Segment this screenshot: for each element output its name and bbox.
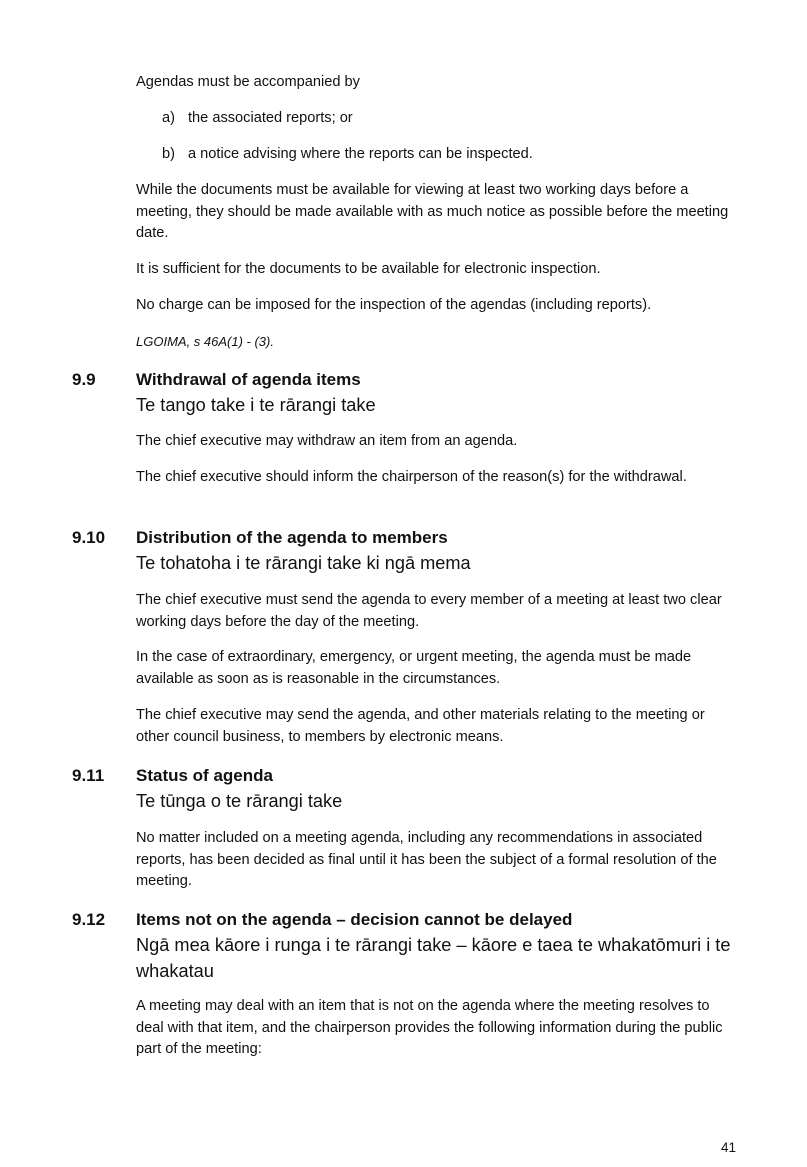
intro-paragraph: No charge can be imposed for the inspection of the agendas (including reports). — [136, 297, 652, 313]
section-number: 9.12 — [72, 910, 106, 929]
list-item — [162, 144, 722, 166]
section-paragraph: In the case of extraordinary, emergency, or urgent meeting, the agenda must be made available as soon as is reasonable in the circumstances. — [136, 649, 692, 687]
section-number: 9.11 — [72, 766, 105, 785]
list-marker: b) — [162, 146, 175, 162]
section-paragraph: The chief executive should inform the chairperson of the reason(s) for the withdrawal. — [136, 469, 687, 485]
list-item-text: the associated reports; or — [188, 110, 353, 126]
intro-paragraph: It is sufficient for the documents to be available for electronic inspection. — [136, 261, 601, 277]
intro-paragraph: While the documents must be available for viewing at least two working days before a meeting, they should be made available with as much notice as possible before the meeting date. — [136, 182, 729, 241]
list-item-text: a notice advising where the reports can be inspected. — [188, 146, 533, 162]
section-paragraph: No matter included on a meeting agenda, including any recommendations in associated reports, has been decided as final until it has been the subject of a formal resolution of the meeting. — [136, 830, 717, 889]
section-paragraph: A meeting may deal with an item that is not on the agenda where the meeting resolves to deal with that item, and the chairperson provides the following information during the public part of the meeting: — [136, 998, 723, 1057]
section-title: Status of agenda — [136, 766, 273, 785]
list-marker: a) — [162, 110, 175, 126]
intro-lead: Agendas must be accompanied by — [136, 74, 360, 90]
legal-citation: LGOIMA, s 46A(1) - (3). — [136, 334, 274, 349]
section-subtitle: Ngā mea kāore i runga i te rārangi take – kāore e taea te whakatōmuri i te whakatau — [136, 935, 731, 981]
section-paragraph: The chief executive must send the agenda to every member of a meeting at least two clear working days before the day of the meeting. — [136, 592, 722, 630]
section-subtitle: Te tūnga o te rārangi take — [136, 791, 343, 811]
section-title: Distribution of the agenda to members — [136, 528, 448, 547]
section-number: 9.9 — [72, 370, 96, 389]
section-title: Withdrawal of agenda items — [136, 370, 361, 389]
section-title: Items not on the agenda – decision cannot be delayed — [136, 910, 573, 929]
page-number: 41 — [720, 1140, 736, 1155]
section-paragraph: The chief executive may send the agenda, and other materials relating to the meeting or other council business, to members by electronic means. — [136, 707, 705, 745]
section-paragraph: The chief executive may withdraw an item from an agenda. — [136, 433, 518, 449]
section-subtitle: Te tango take i te rārangi take — [136, 395, 376, 415]
list-item — [162, 108, 722, 130]
section-subtitle: Te tohatoha i te rārangi take ki ngā mema — [136, 553, 471, 573]
section-number: 9.10 — [72, 528, 106, 547]
